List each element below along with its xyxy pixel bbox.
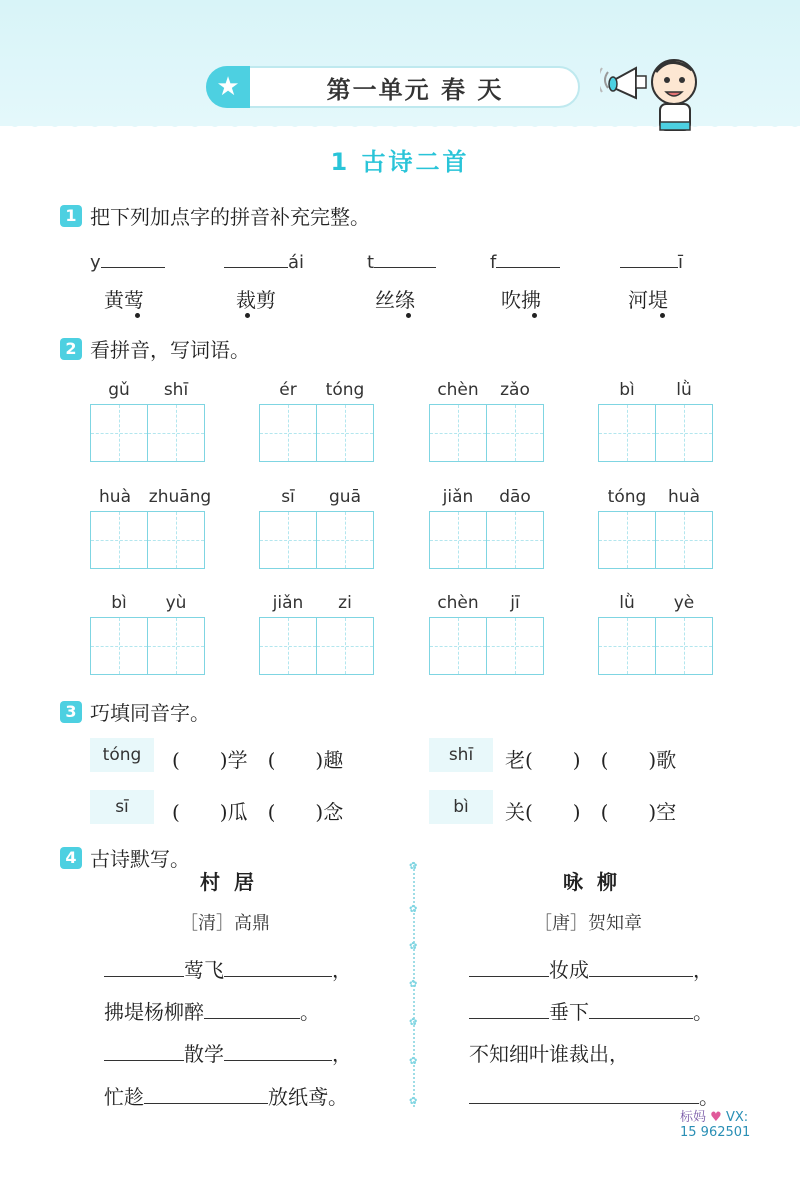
emphasis-dot: [245, 313, 250, 318]
heart-icon: ♥: [710, 1110, 722, 1125]
writing-cell[interactable]: [259, 404, 317, 462]
grid-pinyin: tóng: [607, 487, 647, 507]
pinyin-blank-item: [620, 250, 683, 273]
poem-line: 垂下 。: [469, 996, 713, 1025]
grid-pinyin: lǜ: [619, 593, 635, 613]
flower-icon: ✿: [409, 941, 418, 952]
poem-line: 拂堤杨柳醉 。: [104, 1000, 320, 1024]
pinyin-prefix: y: [90, 252, 101, 273]
pinyin-blank-item: [490, 250, 560, 273]
word-item: 河堤: [628, 288, 668, 312]
writing-cell[interactable]: [598, 404, 656, 462]
grid-pinyin: gǔ: [108, 380, 130, 400]
poem-line: 妆成 ，: [469, 954, 713, 983]
grid-pinyin: yè: [673, 593, 695, 613]
writing-cell[interactable]: [90, 617, 148, 675]
unit-title: 第一单元 春 天: [326, 75, 504, 104]
section-number: 2: [60, 338, 82, 360]
poem-title: 村居: [200, 870, 268, 894]
answer-blank[interactable]: [204, 999, 300, 1019]
answer-blank[interactable]: [144, 1084, 268, 1104]
writing-cell[interactable]: [259, 511, 317, 569]
poem-author: ［唐］贺知章: [534, 913, 642, 934]
writing-cell[interactable]: [90, 404, 148, 462]
grid-pinyin: sī: [281, 487, 295, 507]
writing-cell[interactable]: [429, 511, 487, 569]
megaphone-kid-icon: [600, 50, 710, 135]
grid-pinyin: ér: [279, 380, 297, 400]
grid-pinyin: bì: [111, 593, 127, 613]
writing-cell[interactable]: [316, 511, 374, 569]
section-number: 3: [60, 701, 82, 723]
grid-pinyin: zǎo: [500, 380, 530, 400]
section3-header: [60, 697, 210, 726]
lesson-title: 1 古诗二首: [330, 148, 470, 176]
section4-header: [60, 843, 190, 872]
grid-pinyin: shī: [163, 380, 189, 400]
flower-icon: ✿: [409, 1056, 418, 1067]
emphasis-dot: [406, 313, 411, 318]
pinyin-blank-item: [224, 250, 304, 273]
flower-icon: ✿: [409, 1096, 418, 1107]
writing-cell[interactable]: [486, 404, 544, 462]
emphasis-dot: [135, 313, 140, 318]
poem-line: 。: [469, 1081, 719, 1110]
writing-cell[interactable]: [486, 511, 544, 569]
section-title: 把下列加点字的拼音补充完整。: [90, 205, 370, 229]
writing-cell[interactable]: [655, 617, 713, 675]
grid-pinyin: guā: [329, 487, 361, 507]
answer-blank[interactable]: [589, 999, 693, 1019]
watermark-brand: 标妈: [680, 1110, 707, 1125]
grid-pinyin: jī: [510, 593, 520, 613]
grid-pinyin: huà: [99, 487, 131, 507]
pinyin-prefix: f: [490, 252, 497, 273]
writing-cell[interactable]: [429, 404, 487, 462]
pinyin-prefix: t: [367, 252, 375, 273]
pinyin-blank-item: [90, 250, 165, 273]
answer-blank[interactable]: [224, 957, 332, 977]
poem-line: 散学 ，: [104, 1038, 352, 1067]
writing-cell[interactable]: [598, 617, 656, 675]
poem-line: 不知细叶谁裁出，: [469, 1042, 629, 1066]
grid-pinyin: zi: [338, 593, 352, 613]
word-item: 丝绦: [375, 288, 415, 312]
grid-pinyin: yù: [165, 593, 187, 613]
watermark: [680, 1110, 750, 1140]
pinyin-tag: shī: [429, 738, 493, 772]
writing-cell[interactable]: [147, 617, 205, 675]
grid-pinyin: chèn: [437, 593, 479, 613]
pinyin-blank-item: [367, 250, 436, 273]
grid-pinyin: jiǎn: [442, 487, 474, 507]
answer-blank[interactable]: [224, 1041, 332, 1061]
watermark-contact: VX:: [725, 1110, 749, 1125]
grid-pinyin: lǜ: [676, 380, 692, 400]
answer-blank[interactable]: [469, 957, 549, 977]
section-number: 4: [60, 847, 82, 869]
writing-cell[interactable]: [486, 617, 544, 675]
writing-cell[interactable]: [259, 617, 317, 675]
watermark-number: 15 962501: [680, 1125, 751, 1140]
writing-cell[interactable]: [316, 404, 374, 462]
writing-cell[interactable]: [147, 404, 205, 462]
answer-blank[interactable]: [374, 250, 436, 268]
answer-blank[interactable]: [589, 957, 693, 977]
star-icon: ★: [206, 66, 250, 108]
section2-header: [60, 334, 250, 363]
flower-icon: ✿: [409, 979, 418, 990]
answer-blank[interactable]: [224, 250, 288, 268]
answer-blank[interactable]: [469, 999, 549, 1019]
answer-blank[interactable]: [101, 250, 165, 268]
writing-cell[interactable]: [598, 511, 656, 569]
writing-cell[interactable]: [316, 617, 374, 675]
word-item: 吹拂: [501, 288, 541, 312]
grid-pinyin: huà: [668, 487, 700, 507]
fill-blank-text[interactable]: 关( ) ( )空: [505, 800, 677, 824]
pinyin-tag: bì: [429, 790, 493, 824]
section-title: 古诗默写。: [90, 847, 190, 871]
writing-cell[interactable]: [655, 404, 713, 462]
answer-blank[interactable]: [104, 957, 184, 977]
section-number: 1: [60, 205, 82, 227]
section-title: 看拼音，写词语。: [90, 338, 250, 362]
fill-blank-text[interactable]: ( )瓜 ( )念: [172, 800, 344, 824]
writing-cell[interactable]: [655, 511, 713, 569]
grid-pinyin: chèn: [437, 380, 479, 400]
fill-blank-text[interactable]: 老( ) ( )歌: [505, 748, 677, 772]
answer-blank[interactable]: [104, 1041, 184, 1061]
section-title: 巧填同音字。: [90, 701, 210, 725]
writing-cell[interactable]: [429, 617, 487, 675]
writing-cell[interactable]: [90, 511, 148, 569]
answer-blank[interactable]: [620, 250, 678, 268]
poem-author: ［清］高鼎: [180, 913, 270, 934]
writing-cell[interactable]: [147, 511, 205, 569]
poem-title: 咏柳: [563, 870, 631, 894]
flower-icon: ✿: [409, 1017, 418, 1028]
emphasis-dot: [660, 313, 665, 318]
grid-pinyin: dāo: [499, 487, 531, 507]
pinyin-tag: tóng: [90, 738, 154, 772]
poem-line: 莺飞 ，: [104, 954, 352, 983]
grid-pinyin: jiǎn: [272, 593, 304, 613]
pinyin-suffix: ái: [288, 252, 305, 273]
emphasis-dot: [532, 313, 537, 318]
answer-blank[interactable]: [496, 250, 560, 268]
pinyin-tag: sī: [90, 790, 154, 824]
word-item: 裁剪: [236, 288, 276, 312]
poem-line: 忙趁 放纸鸢。: [104, 1085, 348, 1109]
grid-pinyin: bì: [619, 380, 635, 400]
flower-icon: ✿: [409, 861, 418, 872]
word-item: 黄莺: [104, 288, 144, 312]
pinyin-suffix: ī: [678, 252, 684, 273]
flower-icon: ✿: [409, 904, 418, 915]
fill-blank-text[interactable]: ( )学 ( )趣: [172, 748, 344, 772]
section1-header: [60, 201, 370, 230]
grid-pinyin: tóng: [325, 380, 365, 400]
grid-pinyin: zhuāng: [148, 487, 212, 507]
answer-blank[interactable]: [469, 1084, 699, 1104]
